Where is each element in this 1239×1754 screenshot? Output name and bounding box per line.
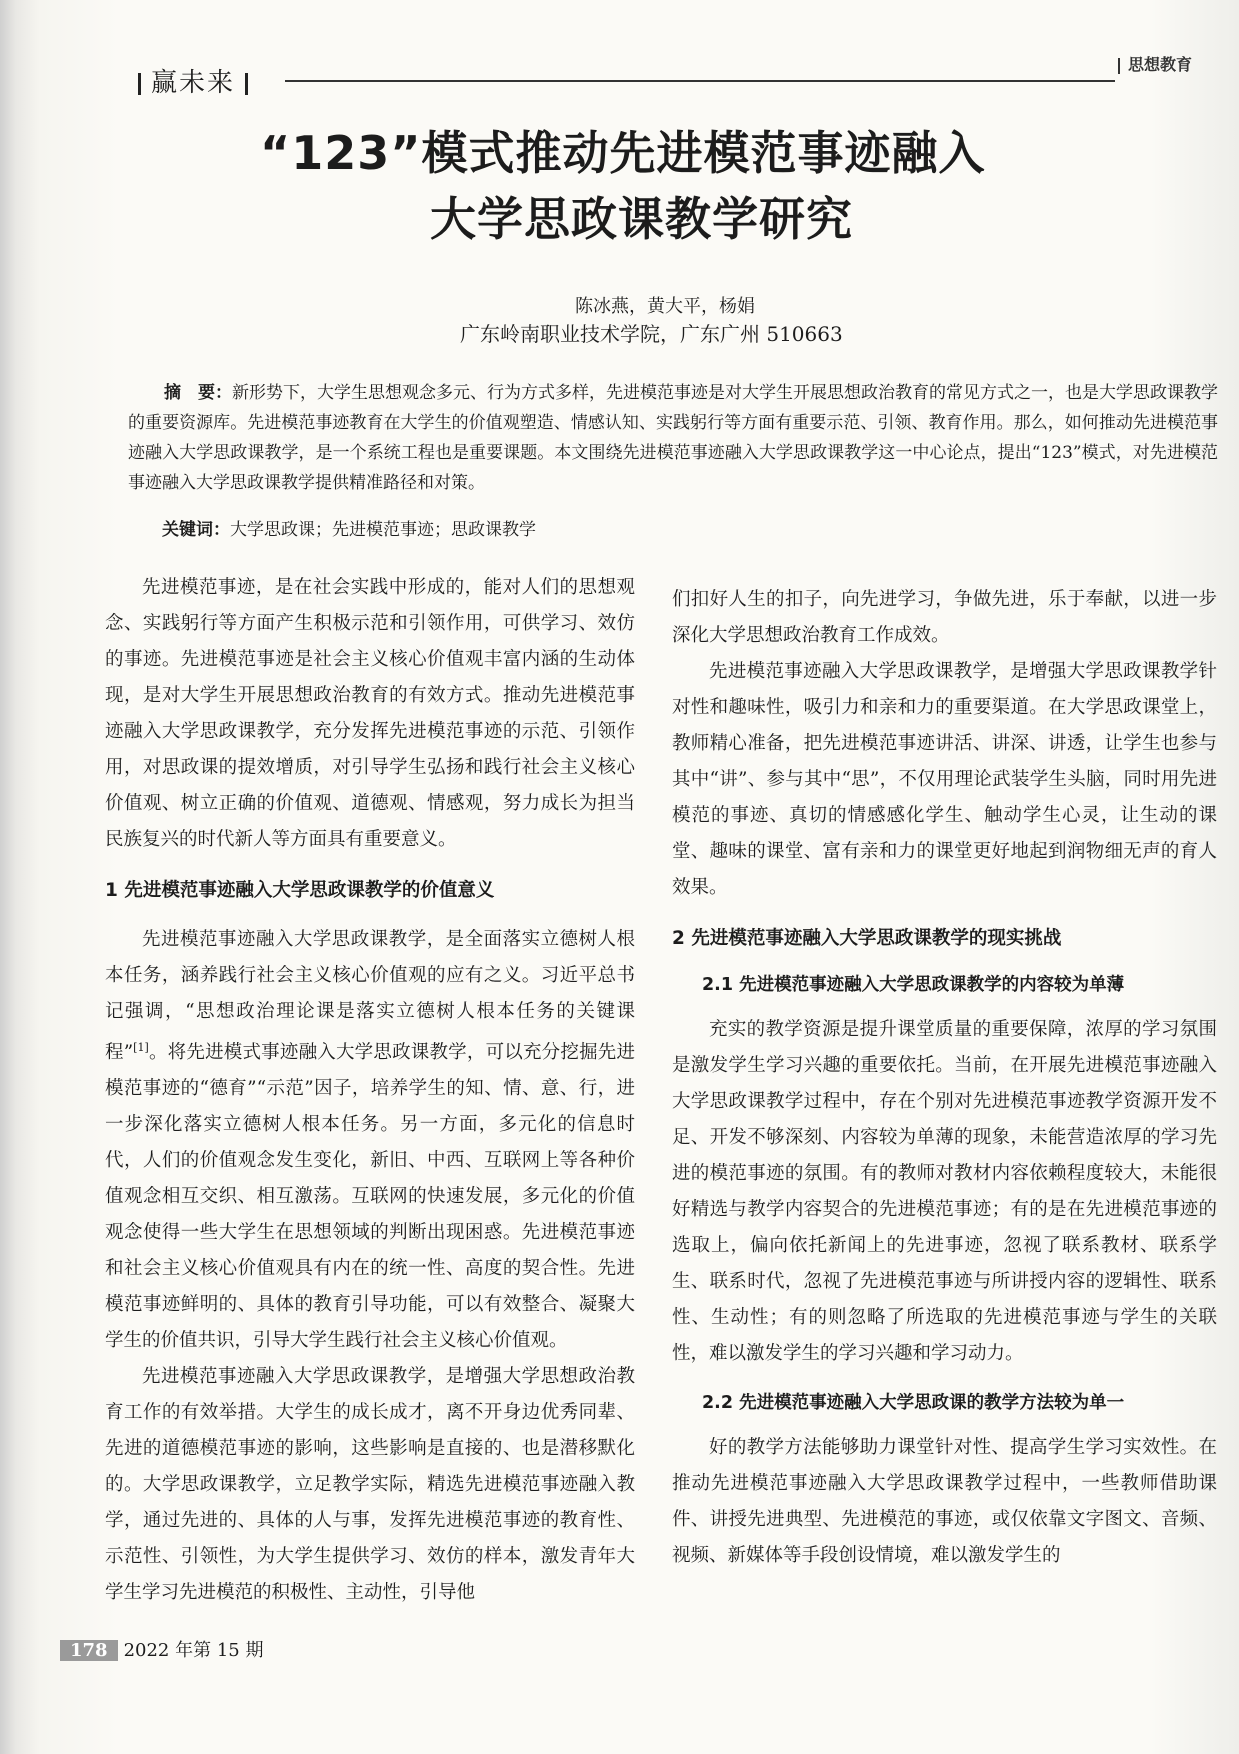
- header-bar-icon: [1118, 58, 1120, 74]
- section-label: 赢未来: [151, 68, 236, 98]
- authors: 陈冰燕，黄大平，杨娟: [575, 296, 755, 317]
- keywords: [162, 515, 536, 540]
- header-bar-icon: [138, 73, 141, 95]
- abstract-text: 新形势下，大学生思想观念多元、行为方式多样，先进模范事迹是对大学生开展思想政治教育的常见方式之一，也是大学思政课教学的重要资源库。先进模范事迹教育在大学生的价值观塑造、情感认知、实践躬行等方面有重要示范、引领、教育作用。那么，如何推动先进模范事迹融入大学思政课教学，是一个系统工程也是重要课题。本文围绕先进模范事迹融入大学思政课教学这一中心论点，提出“123”模式，对先进模范事迹融入大学思政课教学提供精准路径和对策。: [128, 383, 1218, 493]
- section-heading-2: 2 先进模范事迹融入大学思政课教学的现实挑战: [672, 928, 1062, 949]
- title-line-2: 大学思政课教学研究: [430, 192, 853, 246]
- abstract: [128, 378, 1218, 498]
- column-label: 思想教育: [1128, 55, 1193, 74]
- citation-ref: [1]: [133, 1041, 149, 1054]
- page-number: 178: [60, 1640, 118, 1661]
- affiliation: 广东岭南职业技术学院，广东广州 510663: [460, 322, 843, 346]
- abstract-label: 摘 要：: [164, 383, 232, 403]
- paragraph: 好的教学方法能够助力课堂针对性、提高学生学习实效性。在推动先进模范事迹融入大学思政课教学过程中，一些教师借助课件、讲授先进典型、先进模范的事迹，或仅依靠文字图文、音频、视频、新媒体等手段创设情境，难以激发学生的: [672, 1437, 1217, 1566]
- paragraph: [105, 922, 635, 1359]
- paragraph: 们扣好人生的扣子，向先进学习，争做先进，乐于奉献，以进一步深化大学思想政治教育工作成效。: [672, 589, 1217, 646]
- column-header: [1118, 52, 1192, 75]
- section-heading-1: 1 先进模范事迹融入大学思政课教学的价值意义: [105, 880, 495, 901]
- title-line-1: “123”模式推动先进模范事迹融入: [260, 126, 986, 180]
- paragraph-text: 先进模范事迹融入大学思政课教学，是全面落实立德树人根本任务，涵养践行社会主义核心价值观的应有之义。习近平总书记强调，“思想政治理论课是落实立德树人根本任务的关键课程”: [105, 929, 635, 1064]
- right-column: [672, 582, 1217, 1574]
- paragraph: 充实的教学资源是提升课堂质量的重要保障，浓厚的学习氛围是激发学生学习兴趣的重要依托。当前，在开展先进模范事迹融入大学思政课教学过程中，存在个别对先进模范事迹教学资源开发不足、开发不够深刻、内容较为单薄的现象，未能营造浓厚的学习先进的模范事迹的氛围。有的教师对教材内容依赖程度较大，未能很好精选与教学内容契合的先进模范事迹；有的是在先进模范事迹的选取上，偏向依托新闻上的先进事迹，忽视了联系教材、联系学生、联系时代，忽视了先进模范事迹与所讲授内容的逻辑性、联系性、生动性；有的则忽略了所选取的先进模范事迹与学生的关联性，难以激发学生的学习兴趣和学习动力。: [672, 1019, 1217, 1364]
- page-footer: [60, 1636, 263, 1662]
- subsection-heading-2-2: 2.2 先进模范事迹融入大学思政课的教学方法较为单一: [702, 1393, 1125, 1413]
- paragraph: 先进模范事迹融入大学思政课教学，是增强大学思政课教学针对性和趣味性，吸引力和亲和力的重要渠道。在大学思政课堂上，教师精心准备，把先进模范事迹讲活、讲深、讲透，让学生也参与其中“讲”、参与其中“思”，不仅用理论武装学生头脑，同时用先进模范的事迹、真切的情感感化学生、触动学生心灵，让生动的课堂、趣味的课堂、富有亲和力的课堂更好地起到润物细无声的育人效果。: [672, 661, 1217, 898]
- issue-label: 2022 年第 15 期: [123, 1640, 264, 1661]
- left-column: [105, 570, 635, 1611]
- keywords-text: 大学思政课；先进模范事迹；思政课教学: [230, 520, 536, 540]
- article-title: [260, 120, 1160, 252]
- subsection-heading-2-1: 2.1 先进模范事迹融入大学思政课教学的内容较为单薄: [702, 975, 1125, 995]
- header-bar-icon: [245, 73, 248, 95]
- paragraph-text: 。将先进模式事迹融入大学思政课教学，可以充分挖掘先进模范事迹的“德育”“示范”因子，培养学生的知、情、意、行，进一步深化落实立德树人根本任务。另一方面，多元化的信息时代，人们的价值观念发生变化，新旧、中西、互联网上等各种价值观念相互交织、相互激荡。互联网的快速发展，多元化的价值观念使得一些大学生在思想领域的判断出现困惑。先进模范事迹和社会主义核心价值观具有内在的统一性、高度的契合性。先进模范事迹鲜明的、具体的教育引导功能，可以有效整合、凝聚大学生的价值共识，引导大学生践行社会主义核心价值观。: [105, 1042, 635, 1352]
- header-rule: [285, 80, 1115, 82]
- keywords-label: 关键词：: [162, 520, 230, 540]
- paragraph: 先进模范事迹融入大学思政课教学，是增强大学思想政治教育工作的有效举措。大学生的成长成才，离不开身边优秀同辈、先进的道德模范事迹的影响，这些影响是直接的、也是潜移默化的。大学思政课教学，立足教学实际，精选先进模范事迹融入教学，通过先进的、具体的人与事，发挥先进模范事迹的教育性、示范性、引领性，为大学生提供学习、效仿的样本，激发青年大学生学习先进模范的积极性、主动性，引导他: [105, 1366, 635, 1604]
- section-header: [128, 62, 258, 99]
- paragraph: 先进模范事迹，是在社会实践中形成的，能对人们的思想观念、实践躬行等方面产生积极示范和引领作用，可供学习、效仿的事迹。先进模范事迹是社会主义核心价值观丰富内涵的生动体现，是对大学生开展思想政治教育的有效方式。推动先进模范事迹融入大学思政课教学，充分发挥先进模范事迹的示范、引领作用，对思政课的提效增质，对引导学生弘扬和践行社会主义核心价值观、树立正确的价值观、道德观、情感观，努力成长为担当民族复兴的时代新人等方面具有重要意义。: [105, 577, 635, 850]
